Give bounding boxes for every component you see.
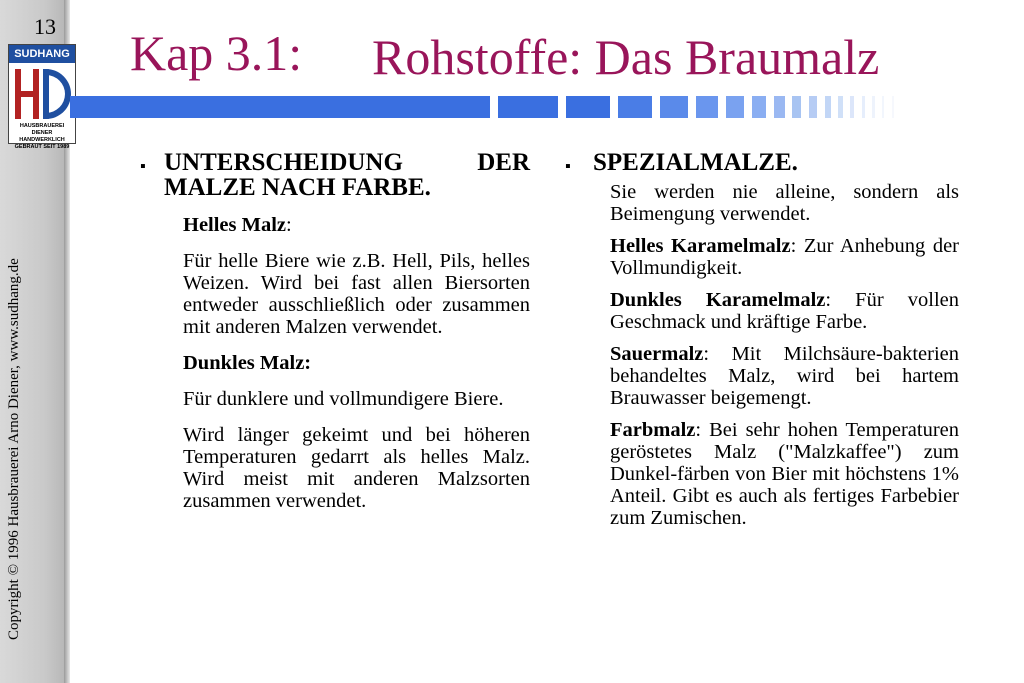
title-chapter: Kap 3.1:	[130, 25, 303, 81]
malt-item-helles-karamel: Helles Karamelmalz: Zur Anhebung der Vollmundigkeit.	[610, 235, 959, 279]
square-bullet-icon: ▪	[140, 158, 146, 175]
malt-item-dunkles-karamel: Dunkles Karamelmalz: Für vollen Geschmack und kräftige Farbe.	[610, 289, 959, 333]
right-heading: SPEZIALMALZE.	[593, 149, 798, 176]
copyright-text: Copyright © 1996 Hausbrauerei Arno Diener, www.sudhang.de	[6, 258, 22, 640]
dunkles-malz-heading: Dunkles Malz:	[183, 352, 312, 374]
helles-malz-heading: Helles Malz:	[183, 214, 292, 236]
dunkles-malz-text-1: Für dunklere und vollmundigere Biere.	[183, 388, 504, 410]
logo-name: SUDHANG	[9, 45, 75, 63]
logo-subtitle: HAUSBRAUEREI DIENER HANDWERKLICH GEBRAUT SEIT 1989	[14, 123, 70, 150]
helles-malz-text: Für helle Biere wie z.B. Hell, Pils, helles Weizen. Wird bei fast allen Biersorten entweder ausschließlich oder zusammen mit anderen Malzen verwendet.	[183, 250, 530, 338]
decorative-stripe	[70, 96, 990, 118]
square-bullet-icon: ▪	[565, 158, 571, 175]
title-topic: Rohstoffe: Das Braumalz	[372, 29, 880, 85]
sudhang-logo	[8, 44, 76, 150]
logo-h-icon	[15, 69, 39, 119]
logo-d-icon	[43, 69, 71, 119]
dunkles-malz-text-2: Wird länger gekeimt und bei höheren Temperaturen gedarrt als helles Malz. Wird meist mit anderen Malzsorten zusammen verwendet.	[183, 424, 530, 512]
page-number: 13	[34, 14, 56, 39]
right-column	[565, 150, 959, 529]
spezialmalze-intro: Sie werden nie alleine, sondern als Beimengung verwendet.	[610, 181, 959, 225]
malt-item-farbmalz: Farbmalz: Bei sehr hohen Temperaturen geröstetes Malz ("Malzkaffee") zum Dunkel-färben von Bier mit höchstens 1% Anteil. Gibt es auch als fertiges Farbebier zum Zumischen.	[610, 419, 959, 529]
left-heading: UNTERSCHEIDUNG DER MALZE NACH FARBE.	[164, 149, 530, 201]
malt-item-sauermalz: Sauermalz: Mit Milchsäure-bakterien behandeltes Malz, wird bei hartem Brauwasser beigemengt.	[610, 343, 959, 409]
left-column	[140, 150, 530, 512]
